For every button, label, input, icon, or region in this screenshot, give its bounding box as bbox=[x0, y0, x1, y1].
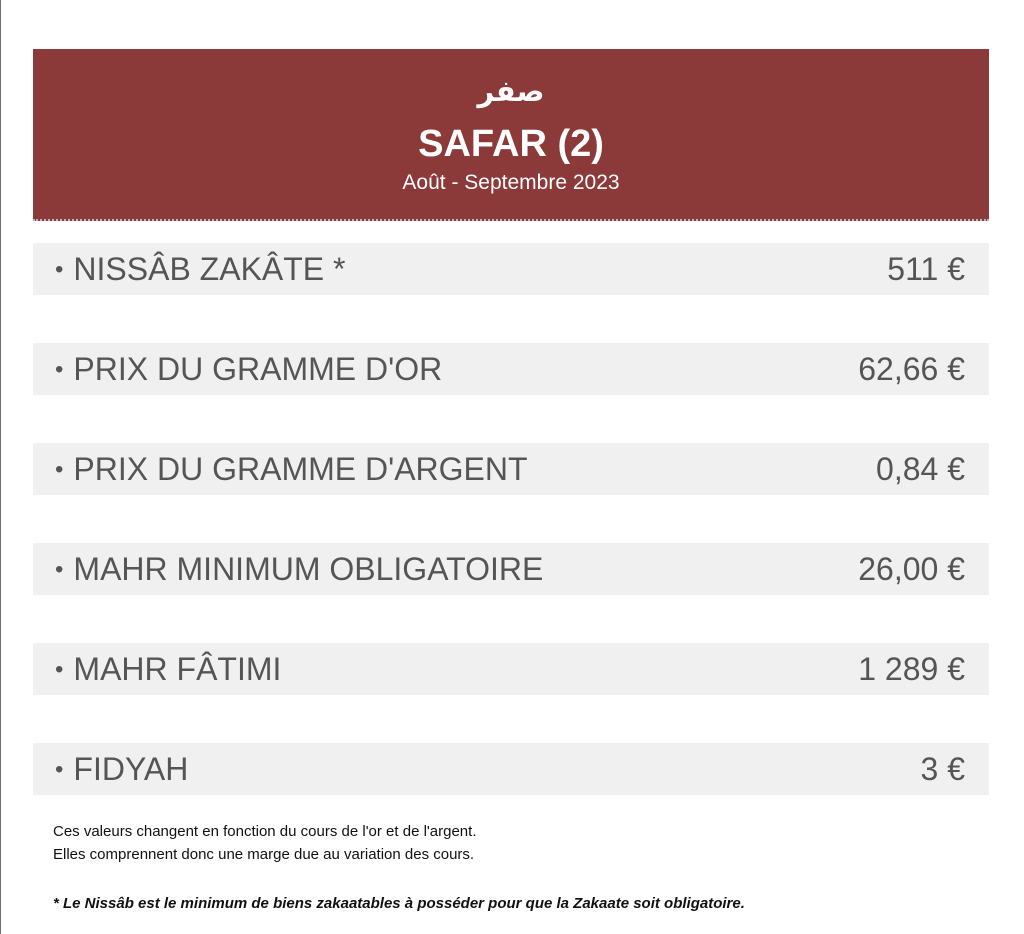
row-prix-argent bbox=[33, 443, 989, 495]
row-mahr-fatimi bbox=[33, 643, 989, 695]
values-list bbox=[33, 243, 989, 843]
month-header bbox=[33, 49, 989, 221]
row-label: • PRIX DU GRAMME D'ARGENT bbox=[55, 451, 528, 488]
note-line-2: Elles comprennent donc une marge due au variation des cours. bbox=[53, 846, 475, 863]
row-label: • MAHR MINIMUM OBLIGATOIRE bbox=[55, 551, 543, 588]
month-title: SAFAR (2) bbox=[418, 123, 604, 165]
row-fidyah bbox=[33, 743, 989, 795]
notes bbox=[53, 820, 983, 915]
left-border bbox=[0, 0, 1, 934]
row-mahr-minimum bbox=[33, 543, 989, 595]
row-label: • NISSÂB ZAKÂTE * bbox=[55, 251, 345, 288]
row-label: • PRIX DU GRAMME D'OR bbox=[55, 351, 442, 388]
row-value: 1 289 € bbox=[858, 650, 965, 687]
row-label: • FIDYAH bbox=[55, 751, 188, 788]
row-value: 62,66 € bbox=[858, 350, 965, 387]
row-value: 0,84 € bbox=[876, 450, 965, 487]
row-prix-or bbox=[33, 343, 989, 395]
arabic-month-title: صفر bbox=[477, 74, 545, 108]
row-value: 3 € bbox=[920, 750, 965, 787]
row-nissab-zakate bbox=[33, 243, 989, 295]
period-subtitle: Août - Septembre 2023 bbox=[402, 171, 620, 194]
row-value: 511 € bbox=[887, 250, 965, 287]
row-label: • MAHR FÂTIMI bbox=[55, 651, 281, 688]
note-line-1: Ces valeurs changent en fonction du cours de l'or et de l'argent. bbox=[53, 823, 477, 840]
nissab-footnote: * Le Nissâb est le minimum de biens zakaatables à posséder pour que la Zakaate soit obligatoire. bbox=[53, 895, 745, 912]
row-value: 26,00 € bbox=[858, 550, 965, 587]
